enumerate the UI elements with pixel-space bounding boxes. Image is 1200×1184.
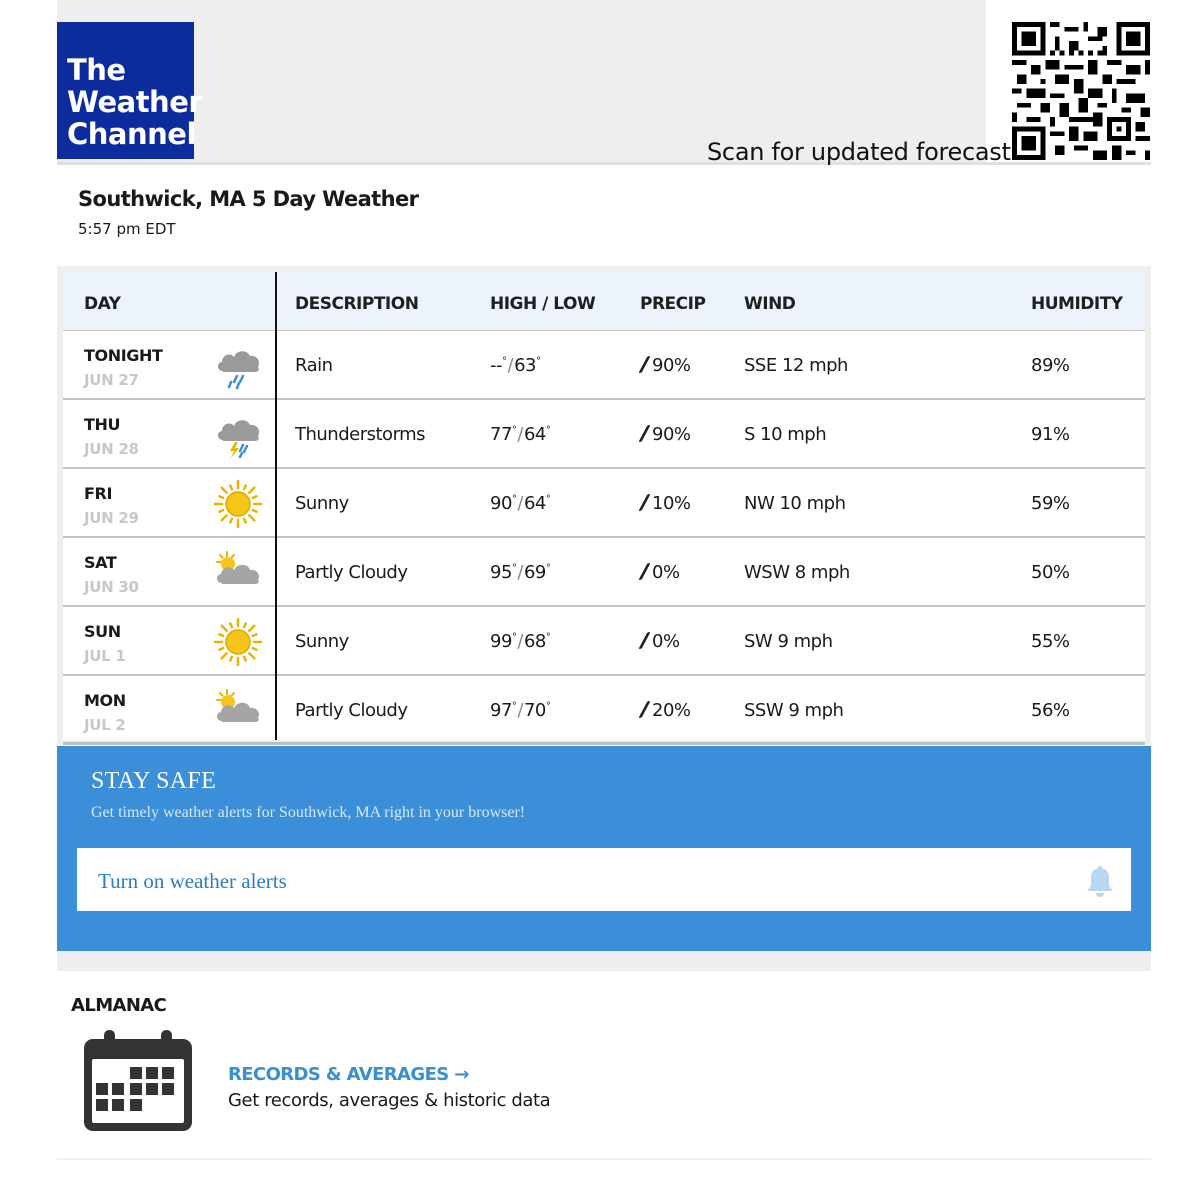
row-day: MON — [84, 691, 126, 710]
partly-cloudy-icon — [213, 548, 263, 598]
row-humidity: 55% — [1031, 631, 1070, 652]
column-divider — [275, 272, 277, 740]
table-row — [63, 400, 1145, 469]
row-precip-value: 10% — [652, 493, 691, 514]
row-humidity: 91% — [1031, 424, 1070, 445]
high-low-slash: / — [517, 700, 523, 721]
turn-on-alerts-label: Turn on weather alerts — [98, 869, 287, 893]
row-high-low — [490, 493, 550, 514]
precip-icon — [638, 701, 650, 718]
records-averages-link[interactable] — [228, 1064, 469, 1085]
thunderstorm-icon — [213, 410, 263, 460]
section-gap — [57, 951, 1151, 971]
high-low-slash: / — [517, 493, 523, 514]
high-low-slash: / — [517, 424, 523, 445]
row-wind: WSW 8 mph — [744, 562, 850, 583]
row-precip-value: 90% — [652, 355, 691, 376]
row-day: SUN — [84, 622, 121, 641]
high-low-slash: / — [507, 355, 514, 376]
row-precip-value: 20% — [652, 700, 691, 721]
timestamp: 5:57 pm EDT — [78, 220, 176, 238]
row-wind: SSW 9 mph — [744, 700, 844, 721]
calendar-icon — [82, 1029, 194, 1133]
row-precip-value: 90% — [652, 424, 691, 445]
row-day: TONIGHT — [84, 346, 163, 365]
row-wind: SSE 12 mph — [744, 355, 848, 376]
high-low-slash: / — [517, 562, 523, 583]
row-high: 77 — [490, 424, 512, 445]
row-precip — [643, 355, 691, 376]
row-low: 70 — [523, 700, 546, 721]
row-precip — [643, 424, 691, 445]
records-averages-label: RECORDS & AVERAGES — [228, 1064, 449, 1085]
column-header-high-low: HIGH / LOW — [490, 294, 596, 314]
row-precip — [643, 493, 691, 514]
logo-line-3: Channel — [67, 117, 196, 151]
row-high: 90 — [490, 493, 512, 514]
high-low-slash: / — [517, 631, 523, 652]
row-precip-value: 0% — [652, 562, 680, 583]
row-humidity: 59% — [1031, 493, 1070, 514]
row-humidity: 50% — [1031, 562, 1070, 583]
weather-channel-logo[interactable] — [57, 22, 203, 159]
bell-icon — [1085, 864, 1115, 898]
row-low: 64 — [523, 493, 546, 514]
sun-icon — [213, 617, 263, 667]
row-precip — [643, 562, 680, 583]
row-date: JUN 27 — [84, 371, 139, 389]
row-high-low — [490, 631, 550, 652]
degree-icon: ° — [545, 632, 551, 643]
table-header — [63, 272, 1145, 331]
degree-icon: ° — [502, 356, 507, 367]
row-humidity: 56% — [1031, 700, 1070, 721]
row-date: JUN 28 — [84, 440, 139, 458]
row-low: 64 — [523, 424, 546, 445]
row-precip-value: 0% — [652, 631, 680, 652]
footer-divider — [57, 1158, 1151, 1160]
column-header-description: DESCRIPTION — [295, 294, 419, 314]
row-description: Sunny — [295, 493, 349, 514]
row-wind: SW 9 mph — [744, 631, 833, 652]
logo-line-2: Weather — [67, 85, 203, 119]
precip-icon — [638, 494, 650, 511]
degree-icon: ° — [545, 701, 551, 712]
degree-icon: ° — [511, 632, 517, 643]
degree-icon: ° — [511, 494, 517, 505]
row-high: 95 — [490, 562, 512, 583]
stay-safe-banner — [57, 746, 1151, 951]
row-date: JUL 2 — [84, 716, 126, 734]
degree-icon: ° — [535, 356, 541, 367]
degree-icon: ° — [545, 494, 551, 505]
precip-icon — [638, 425, 650, 442]
row-precip — [643, 700, 691, 721]
row-date: JUN 29 — [84, 509, 139, 527]
degree-icon: ° — [511, 425, 517, 436]
row-description: Partly Cloudy — [295, 700, 408, 721]
row-high: 99 — [490, 631, 512, 652]
column-header-day: DAY — [84, 294, 121, 314]
almanac-title: ALMANAC — [71, 995, 167, 1016]
row-high-low — [490, 700, 550, 721]
degree-icon: ° — [545, 425, 551, 436]
row-high: 97 — [490, 700, 512, 721]
sun-icon — [213, 479, 263, 529]
forecast-table — [63, 272, 1145, 740]
page-title: Southwick, MA 5 Day Weather — [78, 187, 419, 211]
degree-icon: ° — [545, 563, 551, 574]
row-wind: NW 10 mph — [744, 493, 846, 514]
row-high-low — [490, 562, 550, 583]
stay-safe-subtitle: Get timely weather alerts for Southwick, MA right in your browser! — [91, 804, 526, 821]
table-row — [63, 469, 1145, 538]
row-humidity: 89% — [1031, 355, 1070, 376]
row-description: Sunny — [295, 631, 349, 652]
precip-icon — [638, 563, 650, 580]
column-header-wind: WIND — [744, 294, 796, 314]
table-row — [63, 538, 1145, 607]
precip-icon — [638, 632, 650, 649]
table-row — [63, 607, 1145, 676]
degree-icon: ° — [511, 563, 517, 574]
row-day: THU — [84, 415, 121, 434]
row-low: 63 — [514, 355, 536, 376]
row-precip — [643, 631, 680, 652]
row-low: 69 — [523, 562, 546, 583]
qr-code-icon — [1012, 22, 1150, 160]
row-high: -- — [490, 355, 502, 376]
column-header-precip: PRECIP — [640, 294, 706, 314]
row-day: FRI — [84, 484, 113, 503]
precip-icon — [638, 356, 650, 373]
turn-on-alerts-button[interactable] — [77, 848, 1131, 911]
row-date: JUL 1 — [84, 647, 126, 665]
table-row — [63, 331, 1145, 400]
row-day: SAT — [84, 553, 117, 572]
partly-cloudy-icon — [213, 686, 263, 736]
stay-safe-title: STAY SAFE — [91, 768, 217, 794]
table-row — [63, 676, 1145, 745]
arrow-right-icon: → — [454, 1064, 469, 1085]
scan-text: Scan for updated forecast — [707, 138, 1011, 166]
forecast-table-frame — [57, 266, 1151, 744]
records-averages-subtitle: Get records, averages & historic data — [228, 1090, 551, 1111]
column-header-humidity: HUMIDITY — [1031, 294, 1123, 314]
row-high-low — [490, 424, 550, 445]
row-wind: S 10 mph — [744, 424, 827, 445]
logo-line-1: The — [67, 53, 126, 87]
degree-icon: ° — [511, 701, 517, 712]
row-description: Rain — [295, 355, 333, 376]
rain-icon — [213, 341, 263, 391]
row-description: Thunderstorms — [295, 424, 426, 445]
row-description: Partly Cloudy — [295, 562, 408, 583]
row-low: 68 — [523, 631, 546, 652]
row-date: JUN 30 — [84, 578, 139, 596]
row-high-low — [490, 355, 540, 376]
